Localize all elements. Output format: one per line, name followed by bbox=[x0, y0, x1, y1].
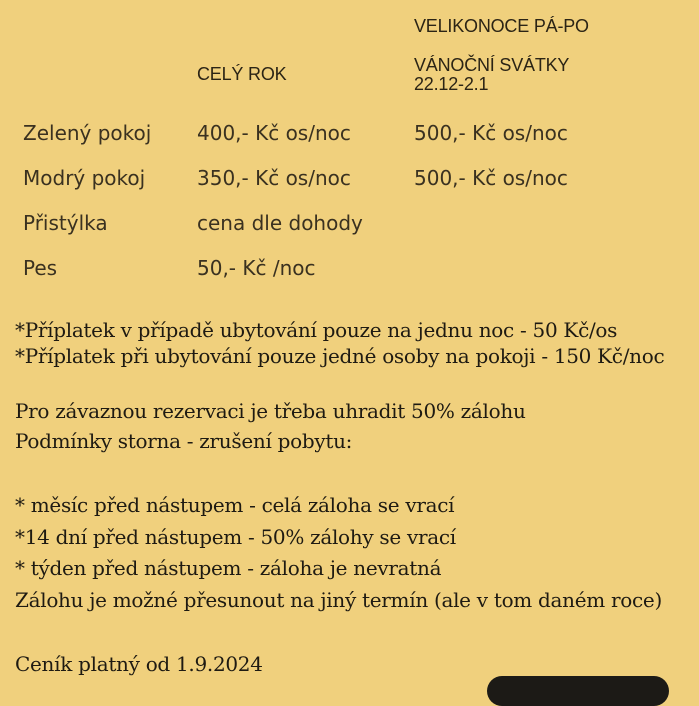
price-holiday: 500,- Kč os/noc bbox=[414, 121, 568, 145]
room-name: Modrý pokoj bbox=[23, 166, 146, 190]
deposit-note: Pro závaznou rezervaci je třeba uhradit 50% zálohu bbox=[15, 399, 526, 423]
cancel-14days-note: *14 dní před nástupem - 50% zálohy se vrací bbox=[15, 525, 456, 549]
cancel-week-note: * týden před nástupem - záloha je nevratná bbox=[15, 556, 442, 580]
room-name: Zelený pokoj bbox=[23, 121, 152, 145]
valid-from-note: Ceník platný od 1.9.2024 bbox=[15, 652, 263, 676]
transfer-note: Zálohu je možné přesunout na jiný termín (ale v tom daném roce) bbox=[15, 588, 662, 612]
header-easter: VELIKONOCE PÁ-PO bbox=[414, 16, 589, 36]
price-all-year: cena dle dohody bbox=[197, 211, 363, 235]
header-all-year: CELÝ ROK bbox=[197, 64, 287, 84]
surcharge-single-note: *Příplatek při ubytování pouze jedné osoby na pokoji - 150 Kč/noc bbox=[15, 344, 665, 368]
cancel-month-note: * měsíc před nástupem - celá záloha se vrací bbox=[15, 493, 455, 517]
cancellation-title: Podmínky storna - zrušení pobytu: bbox=[15, 429, 353, 453]
price-all-year: 50,- Kč /noc bbox=[197, 256, 316, 280]
room-name: Přistýlka bbox=[23, 211, 108, 235]
price-all-year: 400,- Kč os/noc bbox=[197, 121, 351, 145]
price-holiday: 500,- Kč os/noc bbox=[414, 166, 568, 190]
room-name: Pes bbox=[23, 256, 58, 280]
surcharge-one-night-note: *Příplatek v případě ubytování pouze na jednu noc - 50 Kč/os bbox=[15, 318, 618, 342]
partial-button[interactable] bbox=[487, 676, 669, 706]
price-all-year: 350,- Kč os/noc bbox=[197, 166, 351, 190]
header-christmas: VÁNOČNÍ SVÁTKY bbox=[414, 55, 570, 75]
header-christmas-dates: 22.12-2.1 bbox=[414, 74, 489, 94]
